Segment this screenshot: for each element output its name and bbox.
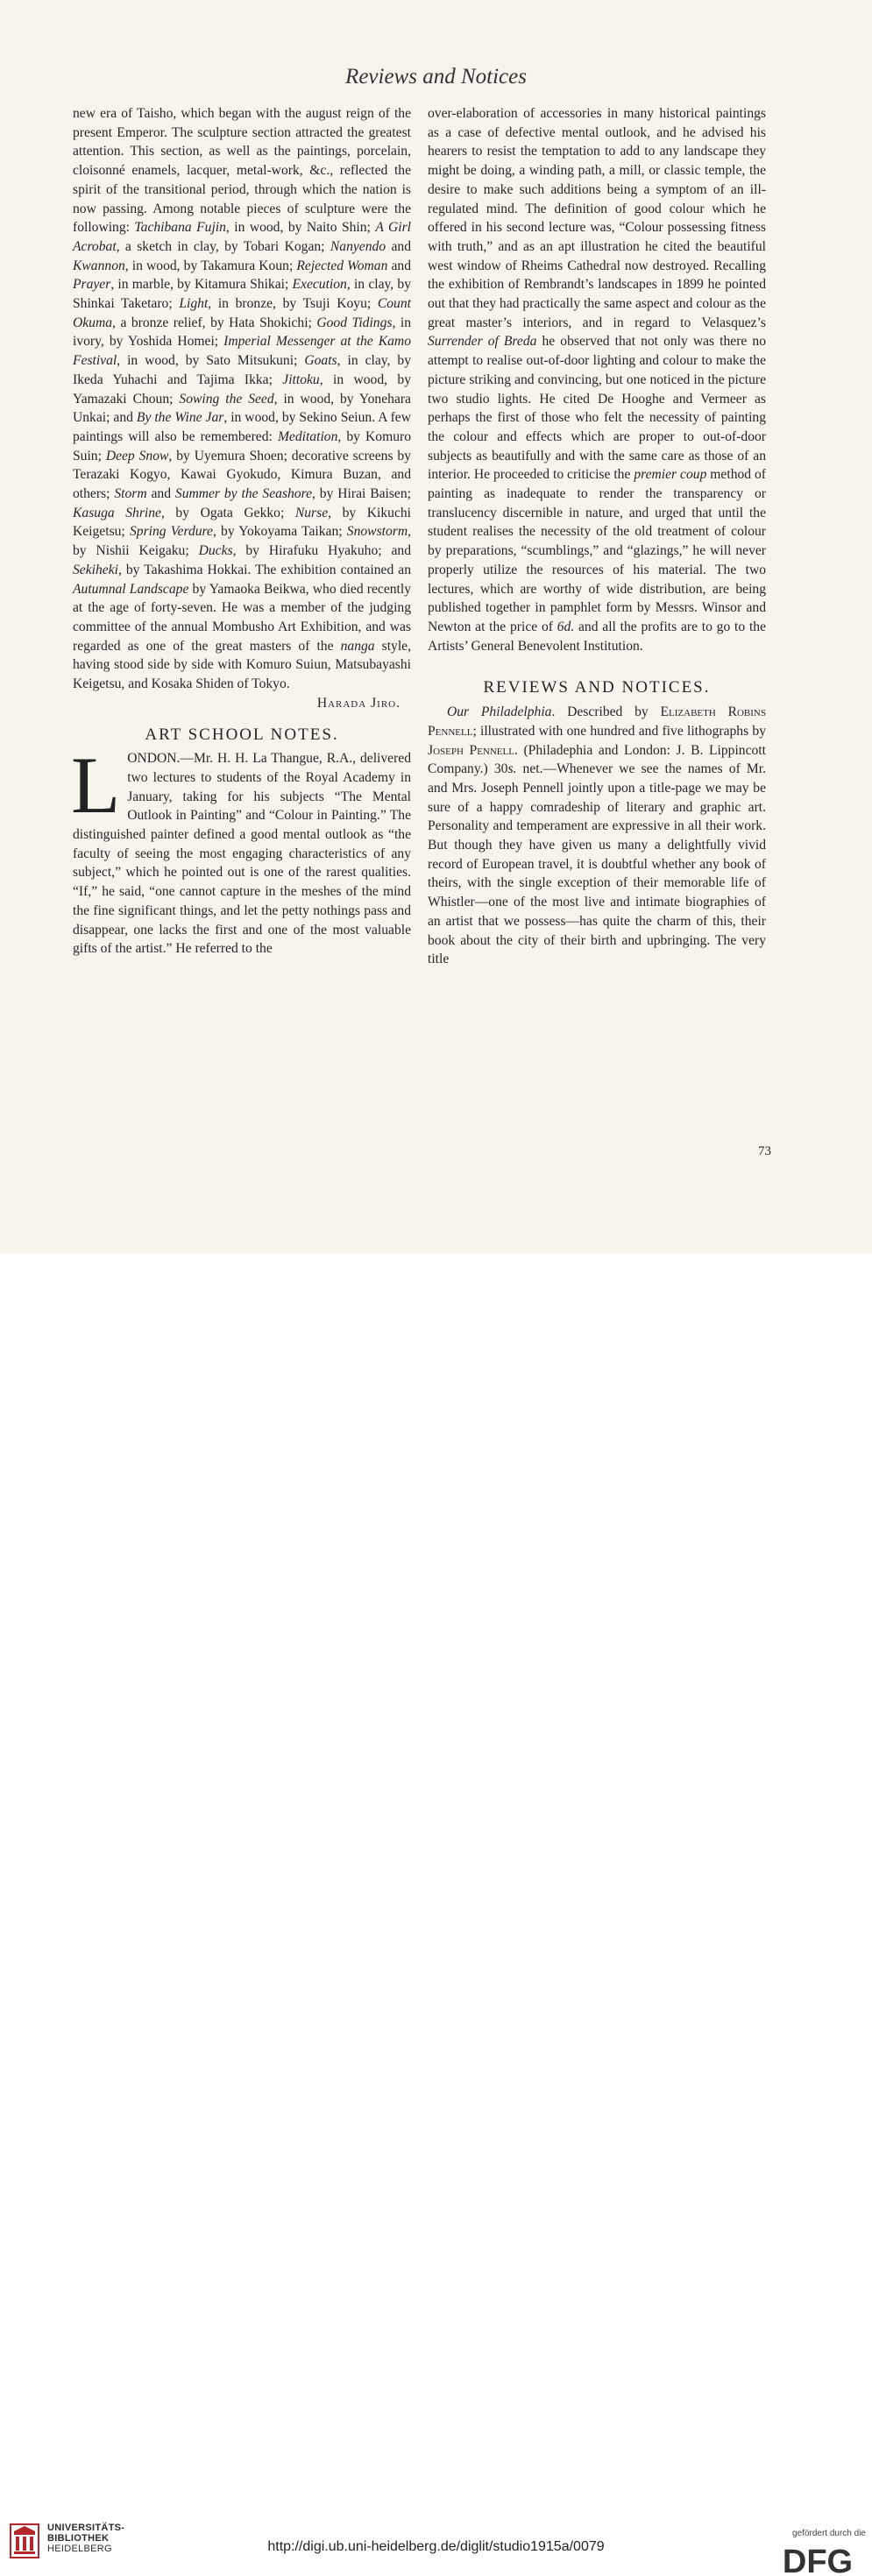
exhibition-paragraph — [73, 104, 411, 694]
text-run: Snowstorm — [346, 524, 408, 540]
library-name-line-3: HEIDELBERG — [47, 2544, 112, 2554]
text-run: , by Hirafuku Hyakuho; and — [232, 543, 411, 559]
text-run: Ducks — [198, 543, 233, 559]
dfg-logo-icon[interactable] — [775, 2544, 861, 2576]
text-run: Summer by the Seashore — [174, 486, 313, 502]
text-run: and — [387, 258, 411, 273]
text-run: net.—Whenever we see the names of Mr. and Mrs. Joseph Pennell jointly upon a title-page we may be sure of a happy comradeship of literary and graphic art. Personality and temperament are expressive in all their work. But though they have given us many a delightfully vivid record of European travel, it is doubtful whether any book of theirs, with the single exception of their memorable life of Whistler—one of the most live and intimate biographies of an artist that we possess—has quite the charm of this, their book about the city of their birth and upbringing. The very title — [428, 761, 766, 967]
text-run: , in clay, by Shinkai Taketaro; — [73, 277, 411, 312]
text-run: , by Yokoyama Taikan; — [212, 524, 347, 540]
text-run: premier coup — [634, 467, 707, 483]
text-run: , a bronze relief, by Hata Shokichi; — [112, 315, 317, 330]
text-run: ; illustrated with one hundred and five lithographs by — [472, 723, 766, 739]
text-run: , in wood, by Sato Mitsukuni; — [117, 353, 305, 369]
text-run: , by Kikuchi Keigetsu; — [73, 505, 411, 540]
text-run: ONDON.—Mr. H. H. La Thangue, R.A., delivered two lectures to students of the Royal Academy in January, taking for his subjects “The Mental Outlook in Painting” and “Colour in Painting.” The distinguished painter defined a good mental outlook as “the faculty of seeing the most engaging characteristics of any subject,” which he pointed out is one of the rarest qualities. “If,” he said, “one cannot capture in the meshes of the mind the fine significant things, and let the petty nothings pass and disappear, one lacks the first and one of the most valuable gifts of the artist.” He referred to the — [73, 751, 411, 957]
text-run: Imperial Messenger at the Kamo Festival — [73, 334, 411, 369]
text-run: nanga — [340, 638, 375, 654]
text-run: , in clay, by Ikeda Yuhachi and Tajima Ikka; — [73, 353, 411, 387]
text-run: , in wood, by Yamazaki Choun; — [73, 372, 411, 407]
text-run: Kwannon — [73, 258, 125, 273]
text-run: over-elaboration of accessories in many historical paintings as a case of defective mental outlook, and he advised his hearers to resist the temptation to add to any landscape they might be doing, a winding path, a mill, or classic temple, the desire to make such additions being a symptom of an ill-regulated mind. The definition of good colour which he offered in his second lecture was, “Colour possessing fitness with truth,” and as an apt illustration he cited the beautiful west window of Rheims Cathedral now destroyed. Recalling the exhibition of Rembrandt’s landscapes in 1899 he pointed out that they had practically the same aspect and colour as the great master’s interiors, and in regard to Velasquez’s — [428, 106, 766, 330]
text-run: Deep Snow — [105, 448, 169, 464]
london-paragraph-text — [71, 740, 411, 957]
text-run: Nanyendo — [330, 238, 386, 254]
text-run: Elizabeth Robins Pennell — [428, 704, 766, 739]
text-run: , in marble, by Kitamura Shikai; — [110, 277, 293, 293]
text-run: Meditation — [277, 428, 338, 444]
text-run: , in wood, by Naito Shin; — [225, 220, 376, 236]
text-run: Our Philadelphia — [447, 704, 552, 720]
london-paragraph — [71, 740, 411, 959]
drop-cap-letter: L — [71, 740, 121, 831]
text-run: . (Philadephia and London: J. B. Lippincott Company.) 30 — [428, 742, 766, 777]
text-run: Tachibana Fujin — [134, 220, 226, 236]
text-run: Nurse — [294, 505, 329, 520]
funder-caption: gefördert durch die — [792, 2529, 866, 2538]
text-run: Kasuga Shrine — [73, 505, 161, 520]
text-run: Sekiheki — [73, 562, 118, 577]
right-column — [428, 104, 766, 969]
text-run: style, having stood side by side with Komuro Suiun, Matsubayashi Keigetsu, and Kosaka Shiden of Tokyo. — [73, 638, 412, 692]
text-run: he observed that not only was there no attempt to realise out-of-door lighting and colour to make the picture striking and convincing, but one noticed in the picture two studio lights. He cited De Hooghe and Vermeer as perhaps the first of those who felt the necessity of painting the colour and effects which are proper to out-of-door subjects as beautifully and with the same care as those of an interior. He proceeded to criticise the — [428, 334, 766, 483]
text-run: , by Takashima Hokkai. The exhibition contained an — [117, 562, 411, 577]
text-run: . Described by — [551, 704, 661, 720]
left-column — [73, 104, 411, 959]
text-run: Storm — [114, 486, 147, 502]
text-run: Good Tidings — [316, 315, 393, 330]
viewer-footer — [0, 1253, 872, 2576]
text-run: , in ivory, by Yoshida Homei; — [73, 315, 411, 350]
running-head: Reviews and Notices — [345, 65, 527, 88]
text-run: 6d. — [557, 619, 575, 634]
text-run: , in wood, by Yonehara Unkai; and — [73, 391, 411, 426]
text-run: and — [386, 238, 411, 254]
library-name-line-1: UNIVERSITÄTS- — [47, 2523, 125, 2533]
dfg-logo-text: DFG — [782, 2544, 854, 2576]
scanned-page — [0, 0, 872, 1253]
text-run: , by Ogata Gekko; — [160, 505, 295, 520]
text-run: A Girl Acrobat — [73, 220, 411, 254]
art-school-notes-heading: ART SCHOOL NOTES. — [145, 725, 339, 744]
text-run: method of painting as inadequate to render the transparency or translucency discernible in nature, and urged that until the student realises the necessity of the old treatment of colour by preparations, “scumblings,” and “glazings,” he will never properly utilize the resources of his material. The two lectures, which are worthy of wide distribution, are being published together in pamphlet form by Messrs. Winsor and Newton at the price of — [428, 467, 767, 634]
text-run: Count Okuma — [73, 296, 411, 330]
text-run: and all the profits are to go to the Artists’ General Benevolent Institution. — [428, 619, 767, 654]
lecture-paragraph — [428, 104, 766, 655]
text-run: , in wood, by Sekino Seiun. A few paintings will also be remembered: — [73, 410, 411, 444]
text-run: , by Komuro Suin; — [73, 428, 411, 464]
text-run: , by Uyemura Shoen; decorative screens by Terazaki Kogyo, Kawai Gyokudo, Kimura Buzan, and others; — [73, 448, 412, 502]
philadelphia-review-paragraph — [428, 703, 766, 969]
permalink-url[interactable]: http://digi.ub.uni-heidelberg.de/diglit/studio1915a/0079 — [267, 2539, 605, 2554]
text-run: , by Nishii Keigaku; — [73, 524, 412, 559]
text-run: By the Wine Jar — [136, 410, 224, 426]
text-run: Joseph Pennell — [428, 742, 514, 758]
author-signature: Harada Jiro. — [316, 695, 401, 711]
text-run: Sowing the Seed — [179, 391, 274, 407]
library-name-line-2: BIBLIOTHEK — [47, 2533, 110, 2544]
text-run: by Yamaoka Beikwa, who died recently at the age of forty-seven. He was a member of the judging committee of the annual Mombusho Art Exhibition, and was regarded as one of the great masters of the — [73, 581, 411, 654]
text-run: , by Hirai Baisen; — [312, 486, 411, 502]
text-run: Light — [179, 296, 209, 312]
text-run: Execution — [292, 277, 347, 293]
text-run: Surrender of Breda — [428, 334, 537, 350]
text-run: s. — [507, 761, 517, 777]
text-run: , a sketch in clay, by Tobari Kogan; — [116, 238, 330, 254]
text-run: Goats — [304, 353, 337, 369]
page-number: 73 — [758, 1144, 771, 1158]
text-run: , in bronze, by Tsuji Koyu; — [208, 296, 378, 312]
text-run: Prayer — [73, 277, 111, 293]
text-run: Jittoku — [282, 372, 320, 387]
text-run: Autumnal Landscape — [73, 581, 189, 597]
text-run: Spring Verdure — [129, 524, 213, 540]
text-run: , in wood, by Takamura Koun; — [124, 258, 297, 273]
text-run: Rejected Woman — [296, 258, 388, 273]
reviews-heading: REVIEWS AND NOTICES. — [483, 678, 711, 697]
text-run: and — [146, 486, 175, 502]
text-run: new era of Taisho, which began with the august reign of the present Emperor. The sculpture section attracted the greatest attention. This section, as well as the paintings, porcelain, cloisonné enamels, lacquer, metal-work, &c., reflected the spirit of the transitional period, through which the nation is now passing. Among notable pieces of sculpture were the following: — [73, 106, 411, 236]
